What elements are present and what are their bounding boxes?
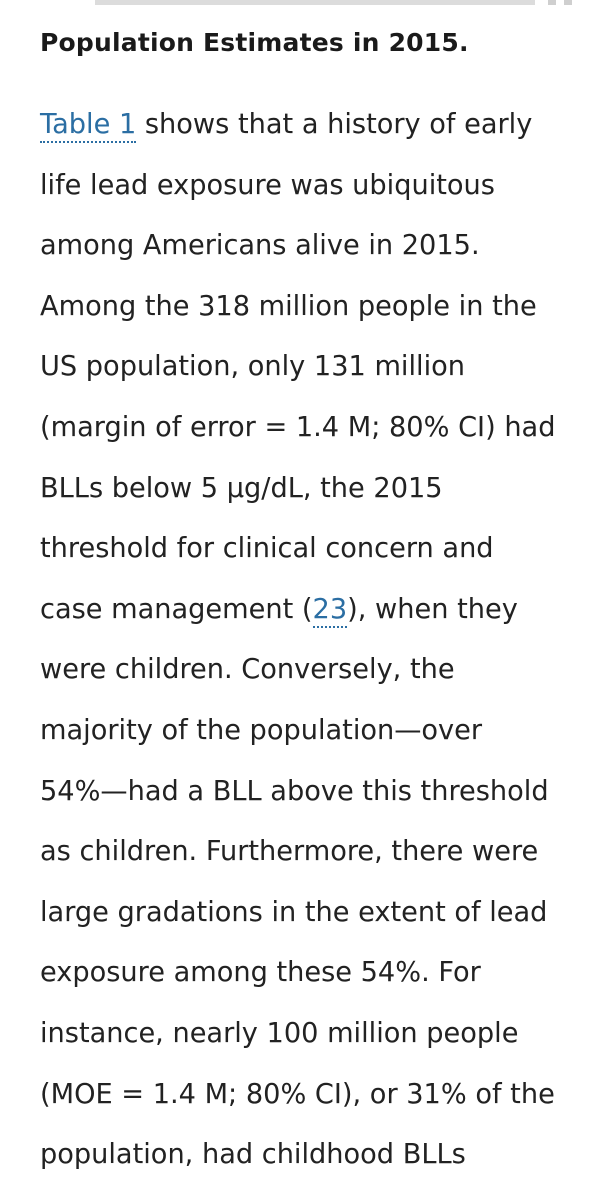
section-heading: Population Estimates in 2015. bbox=[40, 28, 469, 57]
paragraph-line: threshold for clinical concern and bbox=[40, 533, 494, 565]
reference-23-link[interactable]: 23 bbox=[313, 594, 348, 628]
top-bar-dot bbox=[548, 0, 556, 5]
paragraph-line: population, had childhood BLLs bbox=[40, 1139, 466, 1171]
paragraph-line: BLLs below 5 µg/dL, the 2015 bbox=[40, 472, 443, 504]
paragraph-line: exposure among these 54%. For bbox=[40, 957, 481, 989]
top-bar-segment bbox=[95, 0, 535, 5]
top-scroll-indicator bbox=[0, 0, 606, 5]
paragraph-line: large gradations in the extent of lead bbox=[40, 896, 548, 928]
line-text: ), when they bbox=[347, 593, 518, 625]
article-paragraph bbox=[40, 95, 590, 1186]
paragraph-line bbox=[40, 580, 590, 641]
paragraph-line: US population, only 131 million bbox=[40, 351, 466, 383]
top-bar-dot bbox=[564, 0, 572, 5]
paragraph-line: life lead exposure was ubiquitous bbox=[40, 169, 495, 201]
paragraph-line: among Americans alive in 2015. bbox=[40, 230, 480, 262]
paragraph-line: instance, nearly 100 million people bbox=[40, 1017, 519, 1049]
paragraph-line: 54%—had a BLL above this threshold bbox=[40, 775, 549, 807]
line-text: case management ( bbox=[40, 593, 313, 625]
paragraph-line: (margin of error = 1.4 M; 80% CI) had bbox=[40, 411, 556, 443]
paragraph-line: Among the 318 million people in the bbox=[40, 290, 537, 322]
article-section bbox=[40, 22, 580, 64]
paragraph-line: were children. Conversely, the bbox=[40, 654, 455, 686]
line-text: shows that a history of early bbox=[136, 109, 533, 140]
paragraph-line: as children. Furthermore, there were bbox=[40, 836, 539, 868]
paragraph-line: majority of the population—over bbox=[40, 714, 483, 746]
paragraph-line: (MOE = 1.4 M; 80% CI), or 31% of the bbox=[40, 1078, 555, 1110]
table-1-link[interactable]: Table 1 bbox=[40, 109, 136, 143]
paragraph-line bbox=[40, 95, 590, 156]
